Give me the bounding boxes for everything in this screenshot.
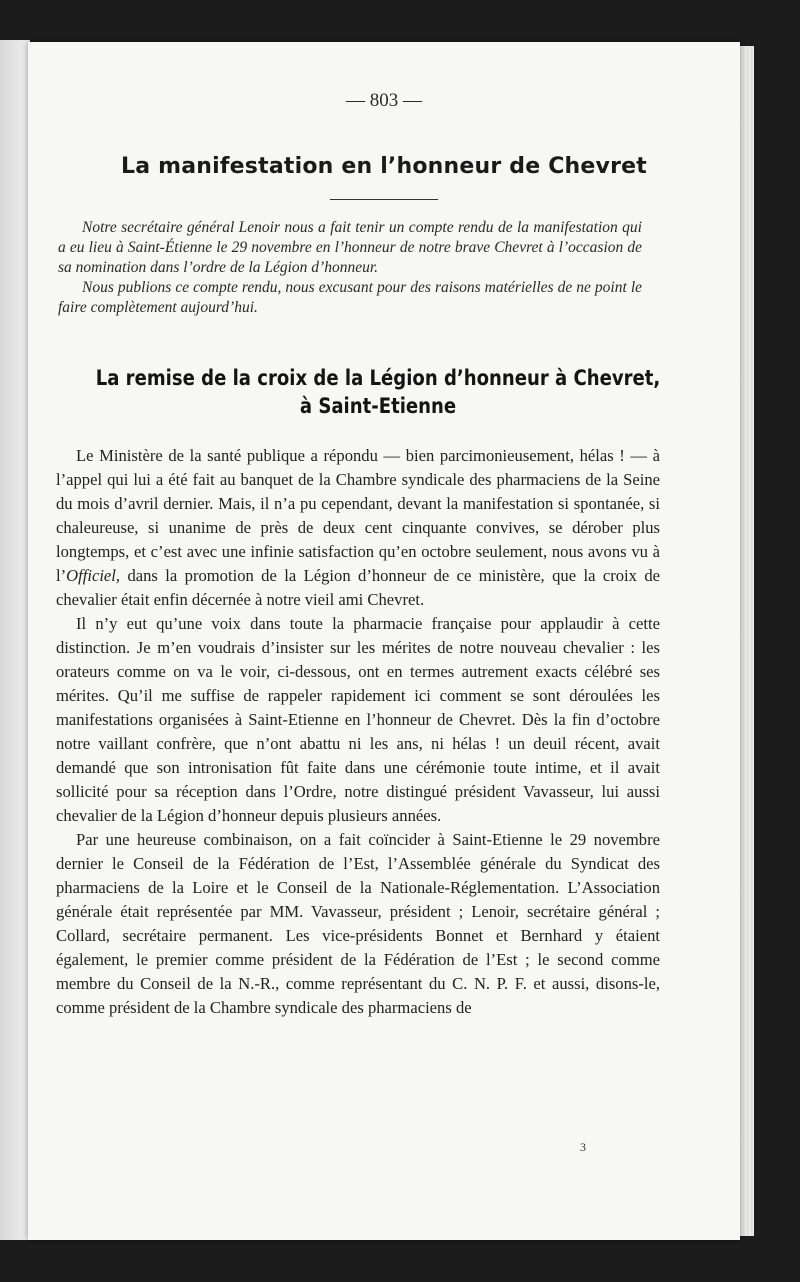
intro-note: [58, 218, 642, 318]
document-page: [28, 42, 740, 1240]
body-paragraph-2: Il n’y eut qu’une voix dans toute la pharmacie française pour applaudir à cette distinction. Je m’en voudrais d’insister sur les mérites de notre nouveau chevalier : les orateurs comme on va le voir, ci-dessous, ont en termes autrement exacts célébré ses mérites. Qu’il me suffise de rappeler rapidement ici comment se sont déroulées les manifestations organisées à Saint-Etienne en l’honneur de Chevret. Dès la fin d’octobre notre vaillant confrère, que n’ont abattu ni les ans, ni hélas ! un deuil récent, avait demandé que son intronisation fût faite dans une cérémonie toute intime, et il avait sollicité pour sa réception dans l’Ordre, notre distingué président Vavasseur, lui aussi chevalier de la Légion d’honneur depuis plusieurs années.: [56, 614, 660, 825]
title-divider: [330, 199, 438, 200]
article-body: [56, 444, 660, 1020]
intro-paragraph-2: Nous publions ce compte rendu, nous excusant pour des raisons matérielles de ne point le faire complètement aujourd’hui.: [58, 279, 642, 316]
body-paragraph-1-end: dans la promotion de la Légion d’honneur de ce ministère, que la croix de chevalier était enfin décernée à notre vieil ami Chevret.: [56, 566, 660, 609]
section-heading: [94, 364, 662, 420]
body-paragraph-1: [56, 444, 660, 612]
body-paragraph-3: Par une heureuse combinaison, on a fait coïncider à Saint-Etienne le 29 novembre dernier le Conseil de la Fédération de l’Est, l’Assemblée générale du Syndicat des pharmaciens de la Loire et le Conseil de la Nationale-Réglementation. L’Association générale était représentée par MM. Vavasseur, président ; Lenoir, secrétaire général ; Collard, secrétaire permanent. Les vice-présidents Bonnet et Bernhard y étaient également, le premier comme président de la Fédération de l’Est ; le second comme membre du Conseil de la N.-R., comme représentant du C. N. P. F. et aussi, disons-le, comme président de la Chambre syndicale des pharmaciens de: [56, 830, 660, 1017]
intro-paragraph-1: Notre secrétaire général Lenoir nous a fait tenir un compte rendu de la manifestation qui a eu lieu à Saint-Étienne le 29 novembre en l’honneur de notre brave Chevret à l’occasion de sa nomination dans l’ordre de la Légion d’honneur.: [58, 219, 642, 276]
previous-page-edge: [0, 40, 30, 1240]
section-heading-line-2: à Saint-Etienne: [299, 394, 457, 418]
officiel-italic: Officiel,: [66, 566, 121, 585]
article-title: La manifestation en l’honneur de Chevret: [121, 154, 647, 179]
section-heading-line-1: La remise de la croix de la Légion d’honneur à Chevret,: [95, 366, 661, 390]
body-paragraph-1-start: Le Ministère de la santé publique a répondu — bien parcimonieusement, hélas ! — à l’appel qui lui a été fait au banquet de la Chambre syndicale des pharmaciens de la Seine du mois d’avril dernier. Mais, il n’a pu cependant, devant la manifestation si spontanée, si chaleureuse, si unanime de près de deux cent cinquante convives, se dérober plus longtemps, et c’est avec une infinie satisfaction qu’en octobre seulement, nous avons vu à l’: [56, 446, 660, 585]
signature-mark: 3: [580, 1140, 586, 1154]
page-number: — 803 —: [346, 90, 422, 111]
